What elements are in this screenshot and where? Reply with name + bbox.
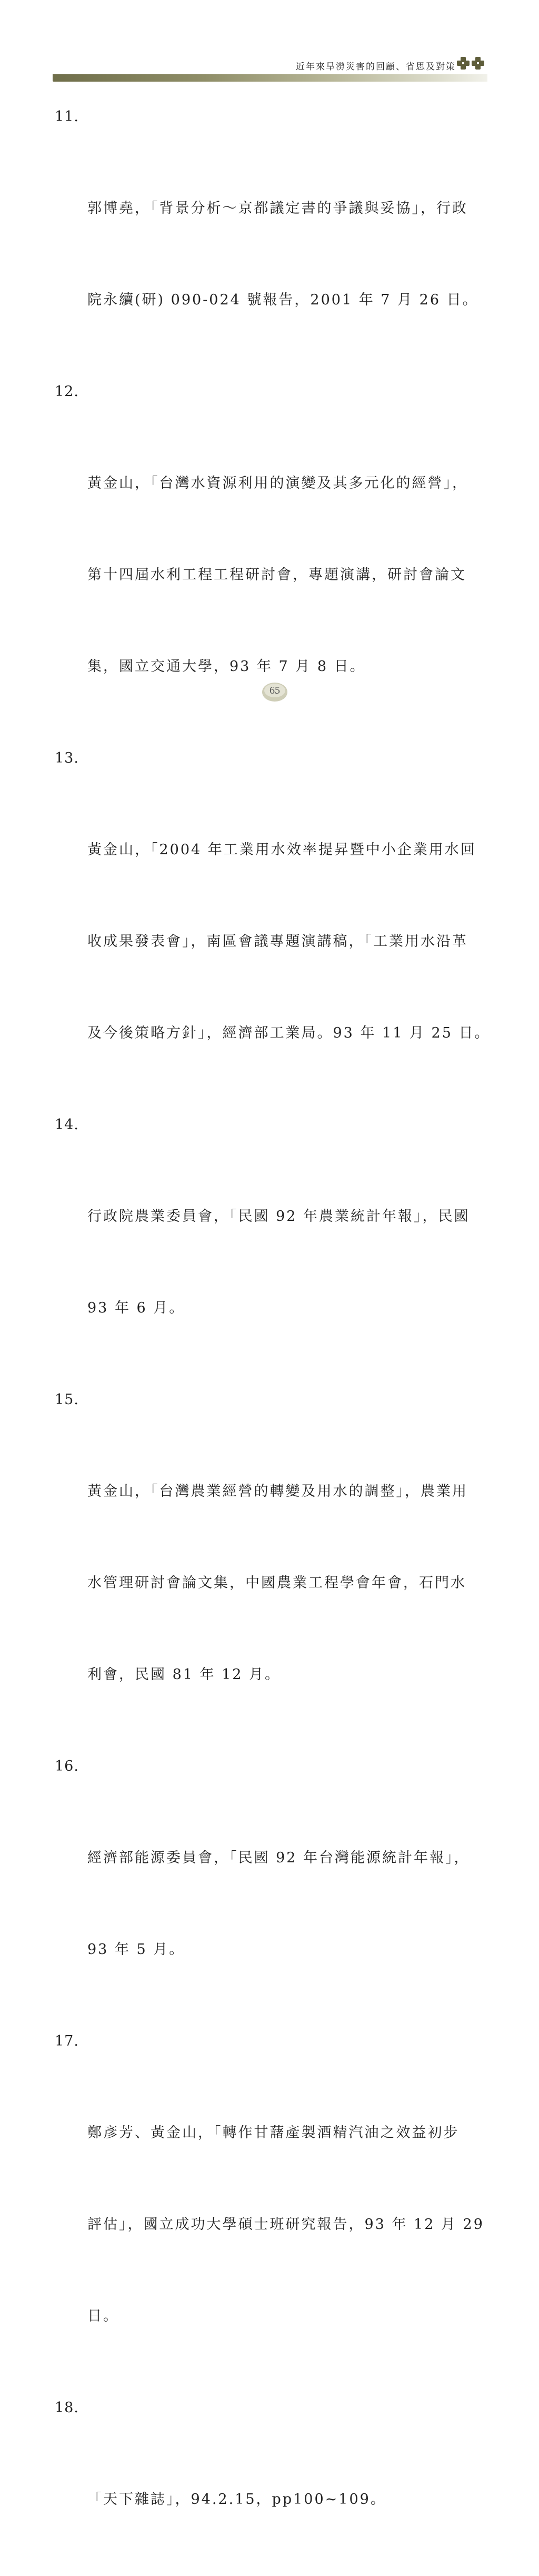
reference-line: 及今後策略方針」，經濟部工業局。93 年 11 月 25 日。 [87, 1025, 491, 1041]
running-title: 近年來旱澇災害的回顧、省思及對策 [296, 62, 456, 72]
reference-item [55, 2393, 486, 2576]
reference-line: 利會，民國 81 年 12 月。 [87, 1666, 281, 1683]
reference-list [55, 102, 491, 2576]
reference-line: 黃金山，「台灣農業經營的轉變及用水的調整」，農業用 [87, 1483, 468, 1499]
reference-number: 13. [55, 750, 79, 766]
reference-line: 收成果發表會」，南區會議專題演講稿，「工業用水沿革 [87, 933, 468, 950]
emblem-icon [456, 56, 485, 71]
reference-line: 經濟部能源委員會，「民國 92 年台灣能源統計年報」， [87, 1850, 470, 1866]
reference-line: 評估」，國立成功大學碩士班研究報告，93 年 12 月 29 [87, 2216, 484, 2233]
page-number-badge [261, 682, 288, 703]
reference-line: 93 年 5 月。 [87, 1941, 185, 1958]
reference-number: 16. [55, 1758, 79, 1774]
reference-number: 15. [55, 1391, 79, 1408]
reference-line: 行政院農業委員會，「民國 92 年農業統計年報」，民國 [87, 1208, 470, 1225]
reference-line: 院永續(研) 090-024 號報告，2001 年 7 月 26 日。 [87, 292, 478, 308]
reference-item [55, 1751, 486, 2026]
reference-item [55, 1385, 486, 1751]
reference-line: 「天下雜誌」，94.2.15，pp100~109。 [87, 2491, 386, 2508]
reference-item [55, 1110, 486, 1385]
reference-number: 14. [55, 1117, 79, 1133]
header-rule [53, 74, 487, 82]
reference-line: 黃金山，「2004 年工業用水效率提昇暨中小企業用水回 [87, 842, 476, 858]
page-number: 65 [270, 685, 280, 696]
reference-item [55, 743, 491, 1110]
reference-line: 93 年 6 月。 [87, 1300, 185, 1316]
reference-line: 郭博堯，「背景分析～京都議定書的爭議與妥協」，行政 [87, 200, 468, 216]
reference-number: 12. [55, 383, 79, 400]
reference-item [55, 102, 486, 377]
reference-line: 日。 [87, 2308, 119, 2324]
reference-item [55, 2026, 486, 2393]
reference-line: 集，國立交通大學，93 年 7 月 8 日。 [87, 658, 366, 675]
reference-number: 18. [55, 2400, 79, 2416]
reference-line: 鄭彥芳、黃金山，「轉作甘藷產製酒精汽油之效益初步 [87, 2125, 460, 2141]
reference-line: 水管理研討會論文集，中國農業工程學會年會，石門水 [87, 1575, 466, 1591]
reference-number: 17. [55, 2033, 79, 2049]
reference-line: 黃金山，「台灣水資源利用的演變及其多元化的經營」， [87, 475, 468, 491]
reference-line: 第十四屆水利工程工程研討會，專題演講，研討會論文 [87, 567, 466, 583]
page-header [0, 0, 539, 84]
reference-number: 11. [55, 108, 79, 125]
